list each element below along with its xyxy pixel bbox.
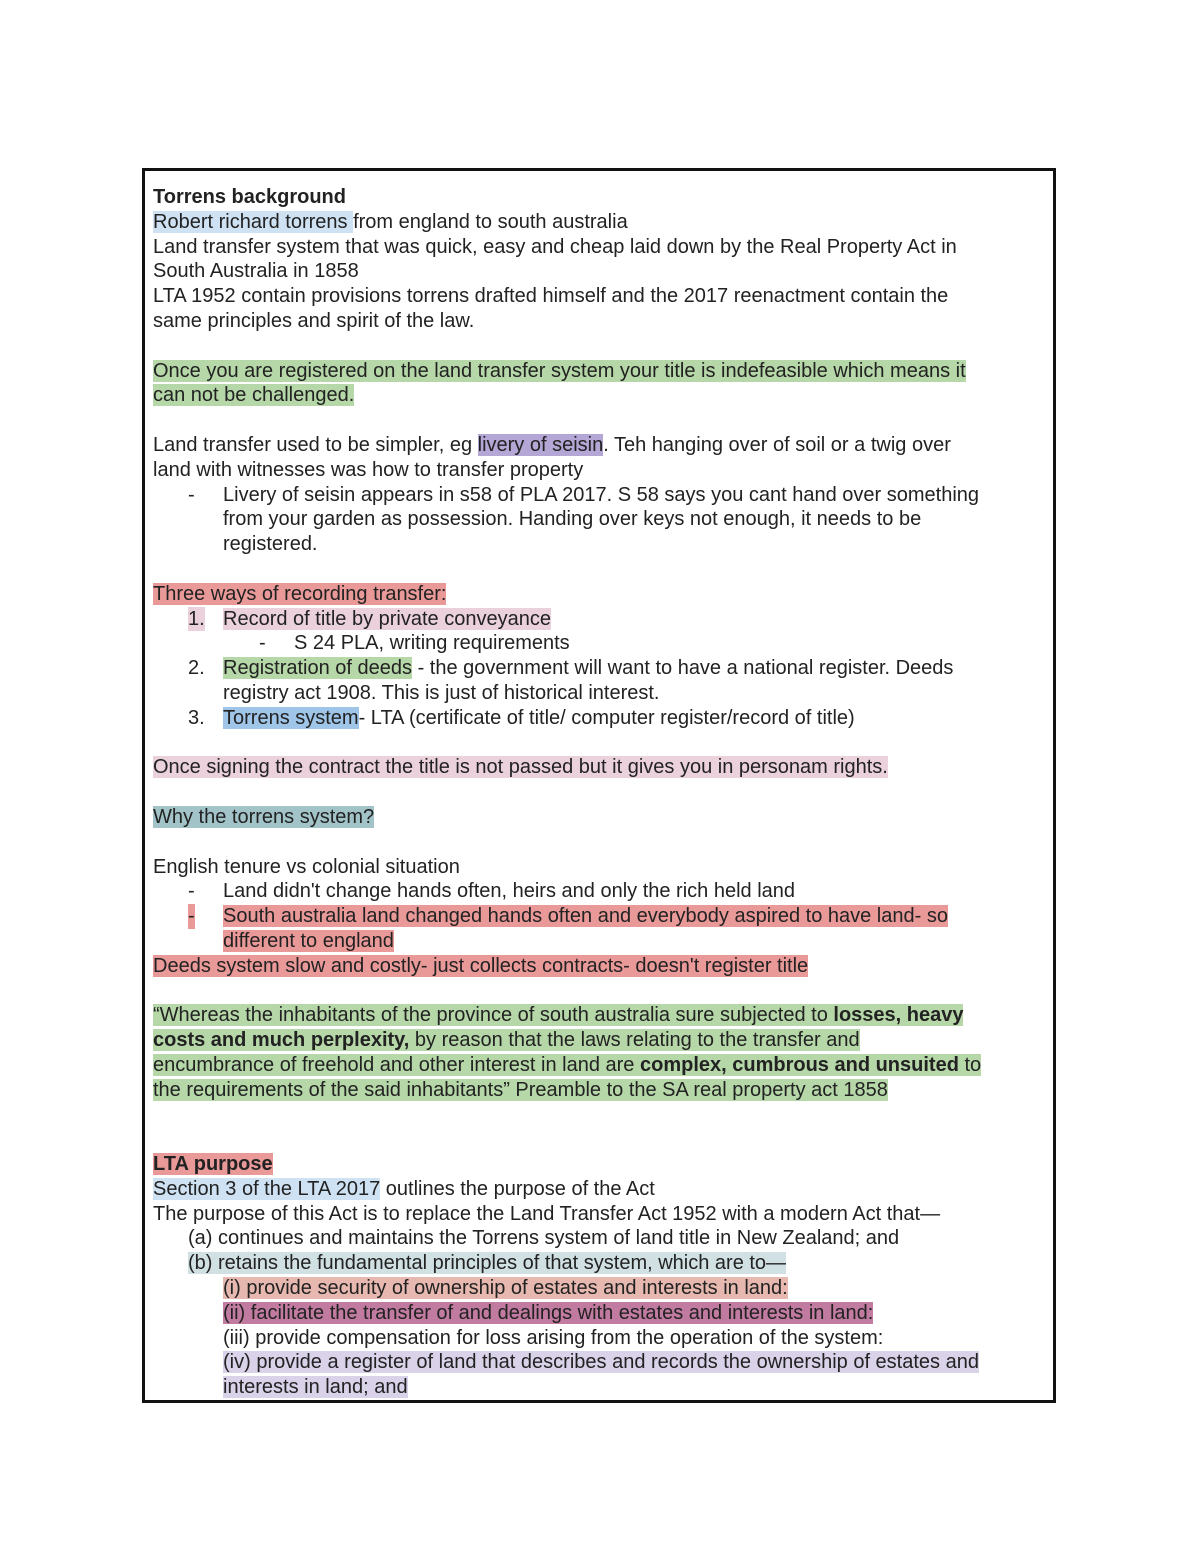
highlight: (iv) provide a register of land that describes and records the ownership of estates and: [223, 1351, 979, 1374]
text-line: [153, 582, 1043, 607]
highlight: Three ways of recording transfer:: [153, 582, 447, 605]
highlight: (ii) facilitate the transfer of and dealings with estates and interests in land:: [223, 1301, 874, 1324]
highlight: the requirements of the said inhabitants” Preamble to the SA real property act 1858: [153, 1078, 888, 1101]
bullet-continuation: from your garden as possession. Handing over keys not enough, it needs to be: [223, 508, 922, 531]
text-line: LTA 1952 contain provisions torrens drafted himself and the 2017 reenactment contain the: [153, 285, 949, 308]
highlight: Why the torrens system?: [153, 805, 375, 828]
clause-iv-continuation: [153, 1375, 1043, 1400]
text-line: The purpose of this Act is to replace the Land Transfer Act 1952 with a modern Act that—: [153, 1202, 941, 1225]
text-line: South Australia in 1858: [153, 260, 359, 283]
dash-marker: -: [188, 880, 195, 903]
highlight: Once you are registered on the land transfer system your title is indefeasible which means it: [153, 359, 966, 382]
blank-line: [153, 334, 1043, 359]
text-line: [153, 954, 1043, 979]
highlight: to: [958, 1053, 982, 1076]
document-content: [153, 185, 1043, 1400]
blank-line: [153, 557, 1043, 582]
numbered-item: [153, 706, 1043, 731]
dash-marker: -: [188, 483, 195, 506]
blank-line: [153, 731, 1043, 756]
highlight: (b) retains the fundamental principles of that system, which are to—: [188, 1252, 787, 1275]
text: S 24 PLA, writing requirements: [294, 632, 570, 655]
bullet-item: [153, 483, 1043, 508]
bullet-continuation: registered.: [223, 533, 318, 556]
number-marker: 2.: [188, 657, 205, 680]
text-line: [153, 359, 1043, 384]
clause-iv: [153, 1350, 1043, 1375]
highlight: different to england: [223, 929, 394, 952]
highlight: can not be challenged.: [153, 384, 355, 407]
text-line: land with witnesses was how to transfer property: [153, 458, 584, 481]
highlight: encumbrance of freehold and other interest in land are: [153, 1053, 640, 1076]
sub-bullet-item: [153, 631, 1043, 656]
blank-line: [153, 780, 1043, 805]
highlight-bold: LTA purpose: [153, 1153, 273, 1176]
highlight: Once signing the contract the title is not passed but it gives you in personam rights.: [153, 756, 888, 779]
document-box: [142, 168, 1056, 1403]
blank-line: [153, 830, 1043, 855]
highlight: by reason that the laws relating to the transfer and: [409, 1029, 860, 1052]
clause-ii: [153, 1301, 1043, 1326]
highlight: (i) provide security of ownership of estates and interests in land:: [223, 1277, 788, 1300]
dash-marker: -: [188, 905, 195, 928]
text: Land transfer used to be simpler, eg: [153, 433, 478, 456]
highlight: “Whereas the inhabitants of the province of south australia sure subjected to: [153, 1004, 834, 1027]
number-marker: 1.: [188, 607, 205, 630]
text: from england to south australia: [353, 210, 628, 233]
text-line: [153, 433, 1043, 458]
text-line: [153, 210, 1043, 235]
text-line: [153, 1177, 1043, 1202]
bullet-continuation: [153, 929, 1043, 954]
highlight: Robert richard torrens: [153, 210, 354, 233]
highlight: interests in land; and: [223, 1376, 408, 1399]
number-marker: 3.: [188, 706, 205, 729]
text: . Teh hanging over of soil or a twig over: [603, 433, 951, 456]
clause-a: (a) continues and maintains the Torrens system of land title in New Zealand; and: [188, 1227, 900, 1250]
clause-iii: (iii) provide compensation for loss arising from the operation of the system:: [223, 1326, 884, 1349]
blank-line: [153, 1127, 1043, 1152]
text: - LTA (certificate of title/ computer register/record of title): [358, 706, 855, 729]
blank-line: [153, 979, 1043, 1004]
highlight-bold: losses, heavy: [833, 1004, 964, 1027]
highlight: Torrens system: [223, 706, 359, 729]
quote-line: [153, 1053, 1043, 1078]
text-line: English tenure vs colonial situation: [153, 855, 460, 878]
clause-b: [153, 1251, 1043, 1276]
numbered-continuation: registry act 1908. This is just of historical interest.: [223, 681, 660, 704]
highlight: South australia land changed hands often and everybody aspired to have land- so: [223, 905, 948, 928]
text-line: [153, 805, 1043, 830]
highlight: Registration of deeds: [223, 657, 413, 680]
text-line: [153, 383, 1043, 408]
quote-line: [153, 1078, 1043, 1103]
clause-i: [153, 1276, 1043, 1301]
highlight: Record of title by private conveyance: [223, 607, 551, 630]
text-line: Land transfer system that was quick, easy and cheap laid down by the Real Property Act in: [153, 235, 957, 258]
text-line: [153, 755, 1043, 780]
bullet-item: [153, 904, 1043, 929]
dash-marker: -: [259, 632, 266, 655]
text: Livery of seisin appears in s58 of PLA 2017. S 58 says you cant hand over something: [223, 483, 980, 506]
text-line: same principles and spirit of the law.: [153, 309, 475, 332]
highlight-bold: costs and much perplexity,: [153, 1029, 410, 1052]
highlight-bold: complex, cumbrous and unsuited: [639, 1053, 959, 1076]
highlight: livery of seisin: [477, 433, 604, 456]
quote-line: [153, 1028, 1043, 1053]
text: outlines the purpose of the Act: [380, 1177, 655, 1200]
numbered-item: [153, 607, 1043, 632]
blank-line: [153, 1102, 1043, 1127]
numbered-item: [153, 656, 1043, 681]
highlight: Section 3 of the LTA 2017: [153, 1177, 381, 1200]
blank-line: [153, 408, 1043, 433]
text: Land didn't change hands often, heirs and only the rich held land: [223, 880, 796, 903]
highlight: Deeds system slow and costly- just collects contracts- doesn't register title: [153, 954, 809, 977]
heading-lta-purpose: [153, 1152, 1043, 1177]
heading-torrens-background: Torrens background: [153, 186, 346, 208]
quote-line: [153, 1003, 1043, 1028]
text: - the government will want to have a national register. Deeds: [412, 657, 954, 680]
bullet-item: [153, 879, 1043, 904]
